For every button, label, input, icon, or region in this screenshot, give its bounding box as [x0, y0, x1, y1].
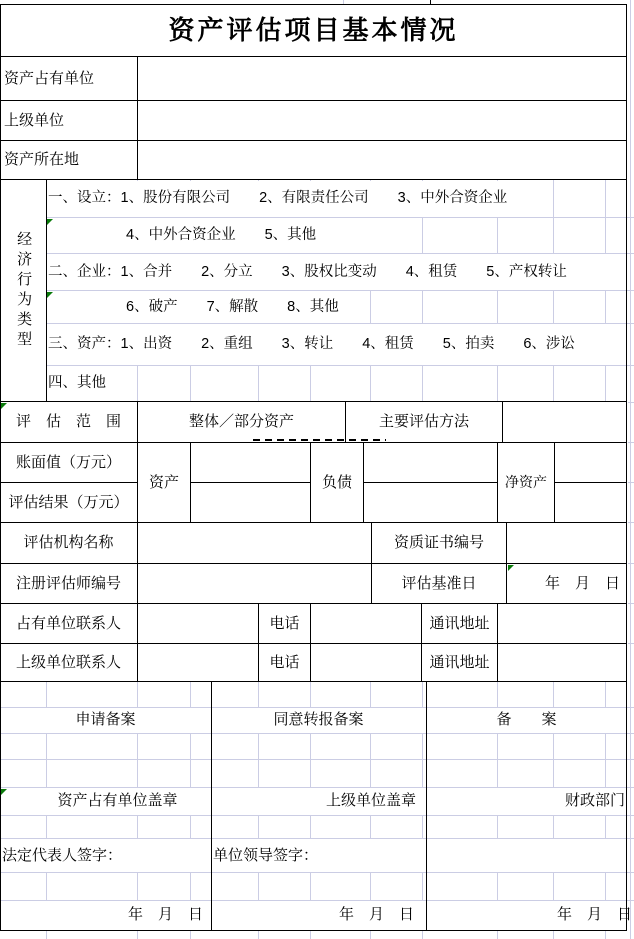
- gridline: [628, 402, 634, 403]
- occupying-unit-value-cell[interactable]: [138, 57, 626, 100]
- base-date-value[interactable]: 年 月 日: [544, 574, 620, 592]
- leader-signature-label[interactable]: 单位领导签字：: [213, 846, 319, 864]
- cert-no-value-cell[interactable]: [507, 523, 626, 563]
- eb-option-line-6[interactable]: 四、其他: [48, 374, 106, 391]
- superior-contact-value-cell[interactable]: [138, 644, 257, 681]
- label-phone-1: 电话: [269, 614, 300, 632]
- legal-rep-signature-label[interactable]: 法定代表人签字：: [2, 846, 123, 864]
- filing-date-col3[interactable]: 年 月 日: [556, 906, 632, 924]
- label-base-date: 评估基准日: [401, 574, 477, 592]
- table-border: [0, 930, 627, 931]
- label-asset-location: 资产所在地: [4, 151, 80, 169]
- label-occupying-contact: 占有单位联系人: [15, 614, 121, 632]
- superior-unit-value-cell[interactable]: [138, 101, 626, 140]
- label-economic-behavior-type: 经济行为类型: [15, 230, 33, 351]
- eb-option-line-3[interactable]: 二、企业：1、合并 2、分立 3、股权比变动 4、租赁 5、产权转让: [48, 263, 567, 280]
- eb-option-line-4[interactable]: 6、破产 7、解散 8、其他: [126, 298, 339, 315]
- gridline: [628, 643, 634, 644]
- table-border: [430, 0, 431, 4]
- label-book-value: 账面值（万元）: [15, 453, 121, 471]
- asset-result-value-cell[interactable]: [191, 483, 310, 522]
- label-appraiser-no: 注册评估师编号: [15, 574, 121, 592]
- asset-location-value-cell[interactable]: [138, 141, 626, 179]
- agency-name-value-cell[interactable]: [138, 523, 370, 563]
- page-title: 资产评估项目基本情况: [168, 14, 459, 45]
- filing-date-col1[interactable]: 年 月 日: [127, 906, 203, 924]
- eb-option-line-1[interactable]: 一、设立：1、股份有限公司 2、有限责任公司 3、中外合资企业: [48, 190, 508, 207]
- gridline: [1, 872, 634, 873]
- label-address-2: 通讯地址: [429, 653, 490, 671]
- superior-unit-seal-label: 上级单位盖章: [325, 792, 416, 810]
- gridline: [1, 815, 634, 816]
- gridline: [628, 522, 634, 523]
- appraiser-no-value-cell[interactable]: [138, 564, 370, 603]
- liability-result-value-cell[interactable]: [364, 483, 497, 522]
- filing-date-col2[interactable]: 年 月 日: [338, 906, 414, 924]
- eb-option-line-2[interactable]: 4、中外合资企业 5、其他: [126, 227, 317, 244]
- table-border: [46, 179, 47, 401]
- gridline: [628, 482, 634, 483]
- gridline: [1, 733, 634, 734]
- filing-apply-title: 申请备案: [75, 711, 136, 729]
- occupying-unit-seal-label: 资产占有单位盖章: [57, 792, 178, 810]
- gridline: [1, 759, 634, 760]
- label-asset: 资产: [148, 473, 179, 491]
- evaluation-scope-value[interactable]: 整体／部分资产: [188, 413, 294, 431]
- label-phone-2: 电话: [269, 653, 300, 671]
- liability-book-value-cell[interactable]: [364, 443, 497, 482]
- eb-option-line-5[interactable]: 三、资产：1、出资 2、重组 3、转让 4、租赁 5、拍卖 6、涉讼: [48, 336, 575, 353]
- address-1-value-cell[interactable]: [498, 604, 626, 643]
- label-net-asset: 净资产: [505, 474, 547, 491]
- label-occupying-unit: 资产占有单位: [4, 69, 95, 87]
- label-liability: 负债: [321, 473, 352, 491]
- label-address-1: 通讯地址: [429, 614, 490, 632]
- table-border: [0, 681, 627, 682]
- gridline: [628, 603, 634, 604]
- cell-indicator-icon: [47, 219, 53, 225]
- asset-book-value-cell[interactable]: [191, 443, 310, 482]
- filing-forward-title: 同意转报备案: [273, 711, 364, 729]
- label-evaluation-method: 主要评估方法: [378, 413, 469, 431]
- label-evaluation-result: 评估结果（万元）: [8, 493, 129, 511]
- phone-1-value-cell[interactable]: [311, 604, 421, 643]
- gridline: [628, 563, 634, 564]
- gridline: [630, 0, 631, 939]
- label-evaluation-scope: 评 估 范 围: [15, 413, 121, 431]
- net-asset-result-value-cell[interactable]: [555, 483, 626, 522]
- label-superior-unit: 上级单位: [4, 111, 65, 129]
- phone-2-value-cell[interactable]: [311, 644, 421, 681]
- address-2-value-cell[interactable]: [498, 644, 626, 681]
- label-cert-no: 资质证书编号: [393, 534, 484, 552]
- finance-dept-label: 财政部门: [564, 792, 625, 810]
- gridline: [628, 442, 634, 443]
- label-agency-name: 评估机构名称: [23, 534, 114, 552]
- occupying-contact-value-cell[interactable]: [138, 604, 257, 643]
- net-asset-book-value-cell[interactable]: [555, 443, 626, 482]
- evaluation-method-value-cell[interactable]: [503, 402, 626, 442]
- label-superior-contact: 上级单位联系人: [15, 653, 121, 671]
- filing-record-title: 备 案: [496, 711, 557, 729]
- cell-indicator-icon: [47, 292, 53, 298]
